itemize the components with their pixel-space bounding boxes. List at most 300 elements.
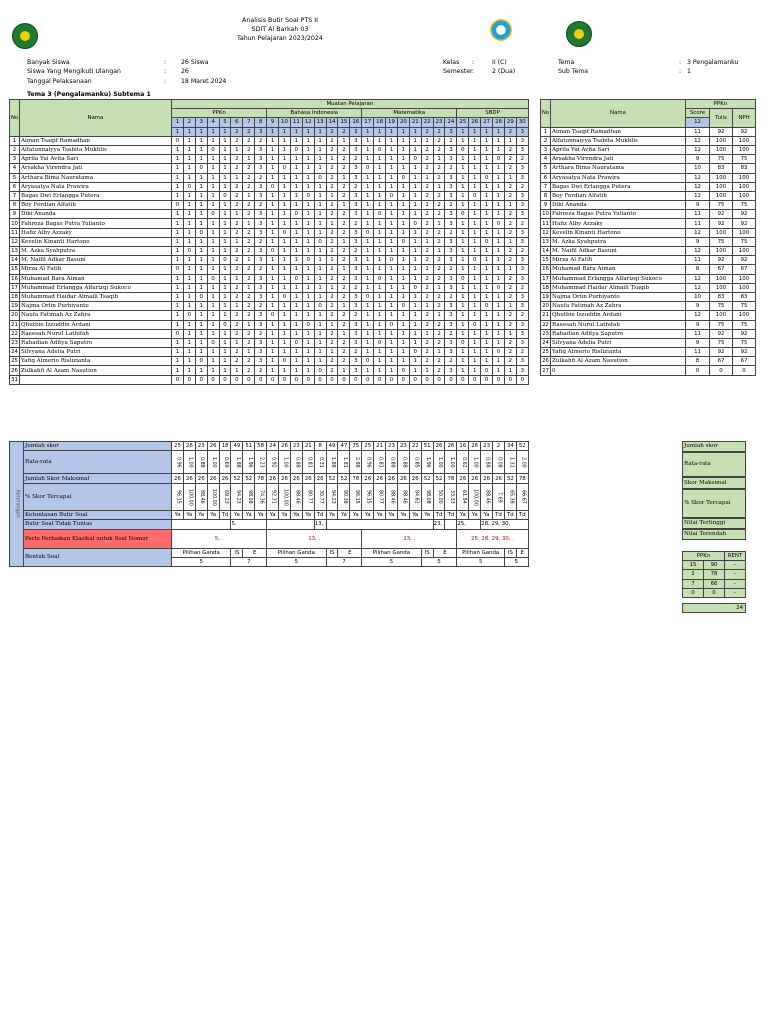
answer-score: 1 xyxy=(267,155,279,164)
answer-score: 0 xyxy=(255,375,267,384)
answer-score: 0 xyxy=(207,375,219,384)
remedial-value: 13, . xyxy=(267,529,362,548)
answer-score: 2 xyxy=(338,283,350,292)
answer-score: 1 xyxy=(433,182,445,191)
answer-score: 1 xyxy=(302,302,314,311)
summary-row xyxy=(10,511,529,520)
answer-score: 0 xyxy=(219,256,231,265)
answer-score: 1 xyxy=(267,302,279,311)
score-value: 100 xyxy=(733,247,756,256)
summary-value: Ya xyxy=(397,511,409,520)
max-score: 1 xyxy=(493,127,505,136)
summary-value: 26 xyxy=(279,474,291,484)
score-value: 92 xyxy=(710,348,733,357)
answer-score: 1 xyxy=(290,265,302,274)
answer-score: 0 xyxy=(386,320,398,329)
summary-label: Bentuk Soal xyxy=(24,548,172,566)
question-number: 12 xyxy=(302,118,314,127)
answer-score: 3 xyxy=(350,366,362,375)
answer-score: 1 xyxy=(493,329,505,338)
question-count: 7 xyxy=(326,557,362,566)
info-label: Siswa Yang Mengikuti Ulangan xyxy=(27,68,121,76)
row-number: 4 xyxy=(10,164,20,173)
student-name: Raeesah Nurul Lathifah xyxy=(551,320,686,329)
answer-score: 1 xyxy=(433,311,445,320)
score-value: 92 xyxy=(733,348,756,357)
answer-score: 1 xyxy=(421,366,433,375)
answer-score: 1 xyxy=(302,366,314,375)
summary-value: 100.00 xyxy=(207,484,219,511)
answer-score: 1 xyxy=(409,329,421,338)
score-value: 12 xyxy=(686,173,710,182)
answer-score: 1 xyxy=(481,228,493,237)
answer-score: 2 xyxy=(516,348,528,357)
rentang-head xyxy=(683,552,746,561)
score-value: 0 xyxy=(733,366,756,375)
answer-score: 2 xyxy=(433,292,445,301)
rentang-value: 90 xyxy=(704,561,725,570)
info-label: Tanggal Pelaksanaan xyxy=(27,77,92,85)
answer-score: 2 xyxy=(231,265,243,274)
summary-value: 78 xyxy=(445,474,457,484)
answer-score: 1 xyxy=(279,366,291,375)
answer-score: 1 xyxy=(172,191,184,200)
answer-score: 1 xyxy=(267,219,279,228)
answer-score: 1 xyxy=(195,348,207,357)
answer-score: 3 xyxy=(350,302,362,311)
row-number: 23 xyxy=(11,339,18,346)
answer-score: 1 xyxy=(172,164,184,173)
answer-score: 2 xyxy=(421,283,433,292)
answer-score: 2 xyxy=(504,292,516,301)
answer-score: 2 xyxy=(504,348,516,357)
answer-score: 1 xyxy=(183,237,195,246)
summary-value: Ya xyxy=(362,511,374,520)
student-name: Arsakha Virendra Jati xyxy=(20,164,172,173)
answer-score: 1 xyxy=(504,237,516,246)
max-score: 1 xyxy=(207,127,219,136)
answer-score: 1 xyxy=(397,329,409,338)
student-name xyxy=(20,375,172,384)
answer-score: 1 xyxy=(290,302,302,311)
answer-score: 1 xyxy=(314,210,326,219)
answer-score: 1 xyxy=(219,265,231,274)
row-number: 6 xyxy=(10,182,20,191)
answer-score: 2 xyxy=(504,228,516,237)
answer-score: 1 xyxy=(386,210,398,219)
answer-score: 1 xyxy=(397,338,409,347)
answer-score: 1 xyxy=(314,338,326,347)
summary-value: Td xyxy=(219,511,231,520)
answer-score: 1 xyxy=(172,320,184,329)
answer-score: 0 xyxy=(183,375,195,384)
student-name: Muhammad Erlangga Alfarizqi Sukoco xyxy=(551,274,686,283)
answer-score: 1 xyxy=(481,219,493,228)
answer-score: 1 xyxy=(469,274,481,283)
answer-score: 2 xyxy=(421,338,433,347)
answer-score: 1 xyxy=(195,274,207,283)
answer-score: 1 xyxy=(409,338,421,347)
answer-score: 3 xyxy=(445,256,457,265)
answer-score: 2 xyxy=(243,338,255,347)
answer-score: 1 xyxy=(493,338,505,347)
answer-score: 1 xyxy=(279,136,291,145)
table-row xyxy=(541,329,756,338)
answer-score: 2 xyxy=(326,338,338,347)
answer-score: 3 xyxy=(516,302,528,311)
answer-score: 1 xyxy=(302,274,314,283)
table-row xyxy=(10,338,529,347)
answer-score: 1 xyxy=(481,136,493,145)
student-name: Naufa Fatimah Az Zahra xyxy=(20,311,172,320)
answer-score: 1 xyxy=(326,283,338,292)
answer-score: 1 xyxy=(409,357,421,366)
answer-score: 1 xyxy=(493,182,505,191)
answer-score: 2 xyxy=(231,136,243,145)
answer-score: 1 xyxy=(243,155,255,164)
answer-score: 1 xyxy=(219,173,231,182)
summary-label: Jumlah skor xyxy=(24,442,172,451)
answer-score: 1 xyxy=(195,201,207,210)
student-name: Rahadian Aditya Saputro xyxy=(20,338,172,347)
table-row xyxy=(10,219,529,228)
row-number: 24 xyxy=(11,349,18,356)
answer-score: 1 xyxy=(183,338,195,347)
answer-score: 1 xyxy=(457,357,469,366)
answer-score: 2 xyxy=(243,302,255,311)
right-summary-label: Nilai Tertinggi xyxy=(682,518,746,529)
answer-score: 1 xyxy=(314,256,326,265)
summary-value: 23 xyxy=(195,442,207,451)
answer-score: 3 xyxy=(350,320,362,329)
score-value: 92 xyxy=(710,210,733,219)
answer-score: 0 xyxy=(397,302,409,311)
answer-score: 1 xyxy=(302,210,314,219)
score-value: 75 xyxy=(733,338,756,347)
answer-score: 1 xyxy=(267,329,279,338)
score-value: 100 xyxy=(733,228,756,237)
info-colon: : xyxy=(164,59,167,66)
answer-score: 1 xyxy=(267,292,279,301)
answer-score: 1 xyxy=(481,265,493,274)
info-label: Kelas xyxy=(443,59,460,66)
summary-row xyxy=(10,474,529,484)
answer-score: 1 xyxy=(362,237,374,246)
answer-score: 2 xyxy=(231,201,243,210)
summary-row xyxy=(10,442,529,451)
answer-score: 1 xyxy=(374,219,386,228)
answer-score: 1 xyxy=(172,155,184,164)
answer-score: 0 xyxy=(374,375,386,384)
rentang-value: 0 xyxy=(683,588,704,597)
answer-score: 3 xyxy=(516,164,528,173)
answer-score: 0 xyxy=(279,375,291,384)
school-name: SDIT Al Barkah 03 xyxy=(251,26,309,33)
rentang-subject: PPKn xyxy=(683,552,725,561)
answer-score: 1 xyxy=(397,274,409,283)
answer-score: 1 xyxy=(433,348,445,357)
score-value: 10 xyxy=(686,164,710,173)
score-value: 100 xyxy=(733,274,756,283)
score-value: 100 xyxy=(710,228,733,237)
answer-score: 2 xyxy=(243,329,255,338)
summary-value: 74.36 xyxy=(255,484,267,511)
answer-score: 1 xyxy=(207,164,219,173)
answer-score: 1 xyxy=(326,155,338,164)
answer-score: 0 xyxy=(314,366,326,375)
answer-score: 1 xyxy=(231,210,243,219)
summary-value: 0.62 xyxy=(457,451,469,474)
score-value: 100 xyxy=(710,136,733,145)
summary-value: 24 xyxy=(267,442,279,451)
answer-score: 1 xyxy=(421,237,433,246)
answer-score: 2 xyxy=(338,320,350,329)
summary-value: 94.23 xyxy=(231,484,243,511)
student-name: Diki Ananda xyxy=(551,201,686,210)
summary-value: 1.96 xyxy=(421,451,433,474)
answer-score: 1 xyxy=(469,237,481,246)
score-value: 75 xyxy=(733,302,756,311)
question-number: 9 xyxy=(267,118,279,127)
answer-score: 1 xyxy=(374,292,386,301)
table-row xyxy=(541,256,756,265)
answer-score: 0 xyxy=(172,136,184,145)
answer-score: 1 xyxy=(195,173,207,182)
answer-score: 1 xyxy=(279,182,291,191)
answer-score: 0 xyxy=(207,338,219,347)
question-number: 3 xyxy=(195,118,207,127)
answer-score: 1 xyxy=(183,302,195,311)
question-number: 1 xyxy=(172,118,184,127)
answer-score: 3 xyxy=(516,228,528,237)
answer-score: 2 xyxy=(433,256,445,265)
answer-score: 2 xyxy=(243,145,255,154)
student-name: Muhamad Bara Aiman xyxy=(20,274,172,283)
table-row xyxy=(541,155,756,164)
answer-score: 3 xyxy=(255,145,267,154)
summary-value: 0.92 xyxy=(267,451,279,474)
answer-score: 2 xyxy=(243,366,255,375)
max-score: 2 xyxy=(504,127,516,136)
answer-score: 1 xyxy=(457,191,469,200)
answer-score: 3 xyxy=(255,348,267,357)
table-row xyxy=(10,164,529,173)
answer-score: 3 xyxy=(516,366,528,375)
answer-score: 3 xyxy=(445,348,457,357)
answer-score: 1 xyxy=(267,265,279,274)
summary-row xyxy=(10,451,529,474)
answer-score: 1 xyxy=(409,173,421,182)
answer-score: 3 xyxy=(516,237,528,246)
answer-score: 1 xyxy=(172,357,184,366)
summary-value: 26 xyxy=(314,474,326,484)
info-colon: : xyxy=(679,68,682,76)
answer-score: 1 xyxy=(183,283,195,292)
table-row xyxy=(10,237,529,246)
answer-score: 0 xyxy=(350,375,362,384)
answer-score: 1 xyxy=(469,155,481,164)
summary-value: Ya xyxy=(338,511,350,520)
answer-score: 1 xyxy=(374,348,386,357)
score-value: 92 xyxy=(733,210,756,219)
answer-score: 1 xyxy=(338,201,350,210)
table-row xyxy=(541,136,756,145)
answer-score: 1 xyxy=(493,311,505,320)
right-summary-labels xyxy=(682,441,746,540)
answer-score: 2 xyxy=(421,357,433,366)
answer-score: 2 xyxy=(231,311,243,320)
answer-score: 0 xyxy=(481,237,493,246)
answer-score: 1 xyxy=(195,366,207,375)
answer-score: 1 xyxy=(469,338,481,347)
answer-score: 0 xyxy=(267,375,279,384)
answer-score: 1 xyxy=(409,292,421,301)
answer-score: 2 xyxy=(326,302,338,311)
summary-value: 94.23 xyxy=(326,484,338,511)
table-row xyxy=(10,311,529,320)
score-value: 75 xyxy=(710,302,733,311)
answer-score: 2 xyxy=(421,292,433,301)
answer-score: 1 xyxy=(302,182,314,191)
rentang-range: RENT xyxy=(725,552,746,561)
answer-score: 2 xyxy=(338,219,350,228)
answer-score: 1 xyxy=(504,173,516,182)
answer-score: 0 xyxy=(374,274,386,283)
row-number: 19 xyxy=(11,303,18,310)
summary-value: 96.15 xyxy=(362,484,374,511)
answer-score: 0 xyxy=(469,256,481,265)
question-number: 23 xyxy=(433,118,445,127)
answer-score: 1 xyxy=(409,256,421,265)
answer-score: 2 xyxy=(231,164,243,173)
table-row xyxy=(10,155,529,164)
answer-score: 1 xyxy=(267,145,279,154)
answer-score: 2 xyxy=(338,191,350,200)
score-value: 75 xyxy=(710,320,733,329)
col-no: No xyxy=(10,100,20,137)
col-nama: Nama xyxy=(551,100,686,128)
answer-score: 1 xyxy=(314,247,326,256)
summary-value: 52 xyxy=(231,474,243,484)
max-score: 3 xyxy=(445,127,457,136)
answer-score: 2 xyxy=(243,164,255,173)
answer-score: 1 xyxy=(421,302,433,311)
summary-value: 26 xyxy=(183,474,195,484)
summary-value: Ya xyxy=(469,511,481,520)
score-value: 100 xyxy=(733,136,756,145)
answer-score: 3 xyxy=(255,320,267,329)
table-row xyxy=(541,348,756,357)
answer-score: 3 xyxy=(445,247,457,256)
rentang-value: 2 xyxy=(683,570,704,579)
answer-score: 3 xyxy=(255,338,267,347)
answer-score: 3 xyxy=(445,302,457,311)
student-name: Aprila Yui Avita Sari xyxy=(20,155,172,164)
question-type: IS xyxy=(421,548,433,557)
summary-value: 51 xyxy=(243,442,255,451)
score-max: 12 xyxy=(686,118,710,127)
answer-score: 3 xyxy=(445,274,457,283)
answer-score: 1 xyxy=(457,219,469,228)
info-middle xyxy=(443,58,515,77)
row-number: 18 xyxy=(542,284,549,291)
summary-value: Ya xyxy=(231,511,243,520)
answer-score: 1 xyxy=(207,237,219,246)
info-value: 18 Maret 2024 xyxy=(181,77,227,85)
student-name: Mirza Al Fatih xyxy=(551,256,686,265)
answer-score: 1 xyxy=(409,311,421,320)
answer-score: 3 xyxy=(516,329,528,338)
subject-header: PPKn xyxy=(172,109,267,118)
answer-score: 2 xyxy=(231,191,243,200)
answer-score: 0 xyxy=(183,182,195,191)
answer-score: 1 xyxy=(290,237,302,246)
student-name: Yafiq Almerio Rislizianta xyxy=(20,357,172,366)
answer-score: 2 xyxy=(243,247,255,256)
summary-value: 52 xyxy=(338,474,350,484)
right-summary-label: Jumlah skor xyxy=(682,441,746,452)
answer-score: 0 xyxy=(469,191,481,200)
answer-score: 2 xyxy=(243,311,255,320)
rentang-value: - xyxy=(725,588,746,597)
answer-score: 1 xyxy=(279,256,291,265)
answer-score: 3 xyxy=(255,191,267,200)
subject-header: PPKn xyxy=(686,100,756,109)
answer-score: 1 xyxy=(362,338,374,347)
summary-value: 23 xyxy=(386,442,398,451)
answer-score: 1 xyxy=(231,173,243,182)
score-value: 75 xyxy=(710,237,733,246)
answer-score: 1 xyxy=(314,201,326,210)
answer-score: 1 xyxy=(386,348,398,357)
col-nama: Nama xyxy=(20,100,172,137)
answer-score: 1 xyxy=(457,311,469,320)
answer-score: 1 xyxy=(314,191,326,200)
row-number: 2 xyxy=(10,145,20,154)
answer-score: 2 xyxy=(445,228,457,237)
answer-score: 1 xyxy=(267,136,279,145)
score-value: 75 xyxy=(710,155,733,164)
answer-score: 1 xyxy=(421,173,433,182)
answer-score: 1 xyxy=(469,136,481,145)
row-number: 13 xyxy=(11,248,18,255)
rentang-value: - xyxy=(725,570,746,579)
answer-score: 1 xyxy=(493,247,505,256)
answer-score: 1 xyxy=(207,201,219,210)
question-count: 5 xyxy=(267,557,326,566)
question-type: E xyxy=(433,548,457,557)
table-row xyxy=(10,265,529,274)
answer-score: 1 xyxy=(267,191,279,200)
answer-score: 1 xyxy=(267,228,279,237)
score-value: 75 xyxy=(710,201,733,210)
question-number: 17 xyxy=(362,118,374,127)
score-value: 8 xyxy=(686,357,710,366)
student-name: Bagas Dwi Erlangga Putera xyxy=(20,191,172,200)
question-count: 5 xyxy=(504,557,528,566)
not-passed-value: 23, xyxy=(433,520,445,529)
summary-value: 96.15 xyxy=(350,484,362,511)
answer-score: 1 xyxy=(397,256,409,265)
summary-value: 88.46 xyxy=(386,484,398,511)
summary-value: 50.00 xyxy=(433,484,445,511)
answer-score: 0 xyxy=(493,283,505,292)
score-value: 12 xyxy=(686,191,710,200)
answer-score: 2 xyxy=(255,265,267,274)
answer-score: 1 xyxy=(314,329,326,338)
answer-score: 1 xyxy=(172,366,184,375)
answer-score: 1 xyxy=(302,237,314,246)
